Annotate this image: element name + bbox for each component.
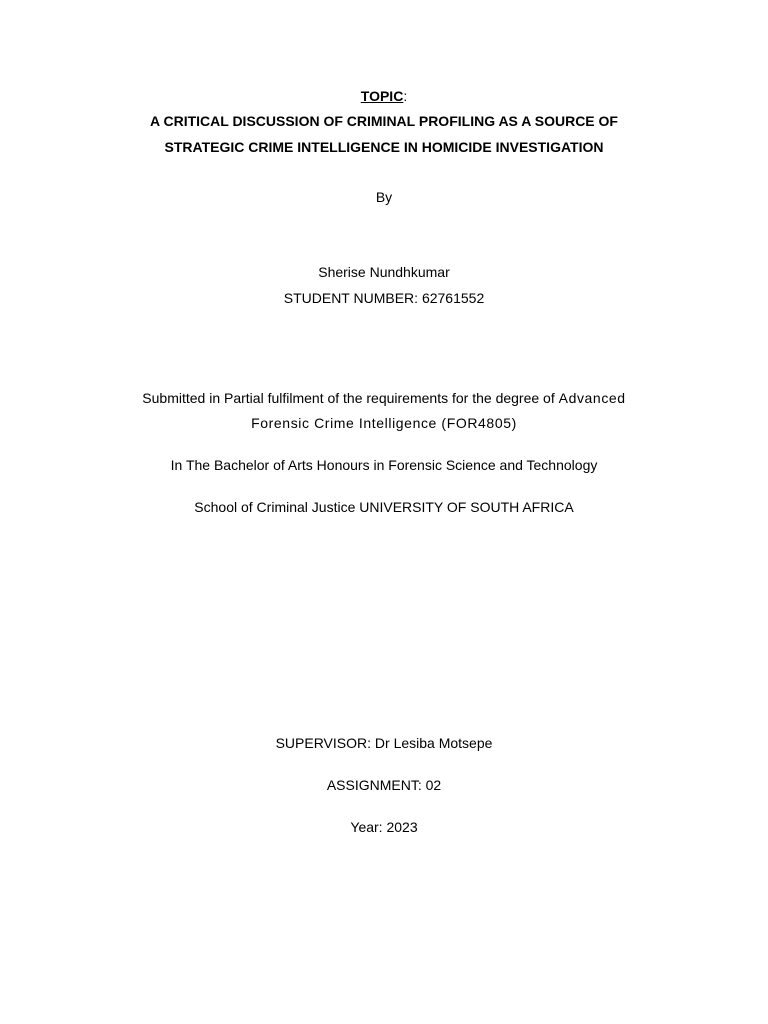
title-line-2: STRATEGIC CRIME INTELLIGENCE IN HOMICIDE INVESTIGATION [164, 139, 604, 155]
submitted-text: Submitted in Partial fulfilment of the requirements for the degree of [142, 390, 555, 406]
topic-label: TOPIC [360, 88, 404, 104]
author-name: Sherise Nundhkumar [318, 264, 450, 280]
school-line: School of Criminal Justice UNIVERSITY OF SOUTH AFRICA [194, 499, 574, 515]
degree-line: In The Bachelor of Arts Honours in Forensic Science and Technology [170, 457, 598, 473]
assignment-line: ASSIGNMENT: 02 [326, 777, 442, 793]
submitted-line-1 [0, 389, 768, 407]
student-number: STUDENT NUMBER: 62761552 [283, 290, 485, 306]
year-line: Year: 2023 [350, 819, 418, 835]
topic-colon: : [403, 88, 408, 104]
submitted-line-2: Forensic Crime Intelligence (FOR4805) [251, 415, 517, 431]
topic-heading [0, 87, 768, 105]
supervisor-line: SUPERVISOR: Dr Lesiba Motsepe [275, 735, 493, 751]
degree-name-start: Advanced [558, 390, 626, 406]
by-label: By [375, 189, 393, 205]
title-line-1: A CRITICAL DISCUSSION OF CRIMINAL PROFILING AS A SOURCE OF [150, 113, 618, 129]
